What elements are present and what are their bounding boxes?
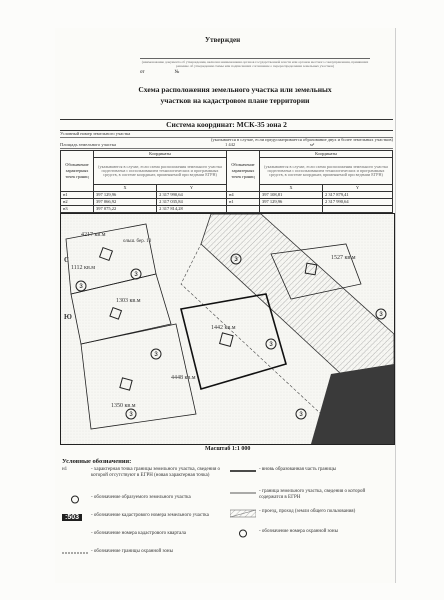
point-y: 2 317 990,64: [323, 199, 393, 206]
legend-item: [230, 529, 390, 538]
title-line2: участков на кадастровом плане территории: [160, 96, 310, 105]
col-note-right: (указываются в случае, если схема расположения земельного участка подготовлена с использованием технологических и программных средств, в системе координат, применяемой при ведении ЕГРН): [259, 158, 392, 185]
quarter-number-symbol: [62, 531, 88, 540]
cond-number-label: Условный номер земельного участка: [60, 131, 131, 136]
existing-boundary-symbol: [230, 489, 256, 498]
svg-text:3: 3: [234, 257, 238, 263]
formed-parcel-symbol: [62, 495, 88, 504]
col-point-right: Обозначение характерных точек границ: [226, 151, 259, 192]
col-x-right: X: [259, 185, 322, 192]
svg-text:1350 кв.м: 1350 кв.м: [111, 403, 136, 409]
map-drawing: [61, 214, 394, 444]
col-note-left: (указываются в случае, если схема расположения земельного участка подготовлена с использованием технологических и программных средств, в системе координат, применяемой при ведении ЕГРН): [94, 158, 227, 185]
legend-text: - проезд, проход (земли общего пользования): [259, 509, 356, 514]
legend-text: - обозначение границы охранной зоны: [91, 549, 173, 554]
legend-item: [230, 489, 390, 501]
svg-text:1112 кв.м: 1112 кв.м: [71, 265, 96, 271]
point-y: 2 317 814,28: [157, 206, 227, 213]
svg-text:3: 3: [379, 312, 383, 318]
point-y: 2 317 879,41: [323, 192, 393, 199]
svg-text:Ю: Ю: [64, 313, 72, 321]
approved-heading: Утвержден: [205, 36, 241, 44]
point-x: [259, 206, 322, 213]
legend-item: [62, 495, 222, 504]
point-y: 2 317 035,84: [157, 199, 227, 206]
cond-note: (указывается в случае, если предусматривается образование двух и более земельных участков): [211, 137, 393, 142]
approval-line: [140, 52, 370, 59]
col-point-left: Обозначение характерных точек границ: [61, 151, 94, 192]
legend-text: - вновь образованная часть границы: [259, 467, 337, 472]
cadastral-number-symbol: :503: [62, 513, 88, 522]
zone-number-symbol: [230, 529, 256, 538]
point-id: [226, 206, 259, 213]
point-y: 2 317 990,64: [157, 192, 227, 199]
point-y: [323, 206, 393, 213]
point-x: 397 066,92: [94, 199, 157, 206]
svg-text:3: 3: [79, 284, 83, 290]
legend-text: - характерная точка границы земельного участка, сведения о которой отсутствуют в ЕГРН (новая характерная точка): [91, 467, 221, 478]
passage-symbol: [230, 509, 256, 518]
col-coords-left: Координаты: [94, 151, 227, 158]
table-row: [61, 206, 393, 213]
svg-text:1527 кв.м: 1527 кв.м: [331, 255, 356, 261]
svg-text:3: 3: [269, 342, 273, 348]
col-x-left: X: [94, 185, 157, 192]
approval-block: [140, 52, 370, 75]
legend-item: [62, 467, 222, 479]
legend-text: - обозначение номера кадастрового квартала: [91, 531, 187, 536]
point-id: н1: [226, 199, 259, 206]
cadastral-map: [60, 213, 395, 445]
coordinates-table: [60, 150, 393, 213]
coord-system: Система координат: МСК-35 зона 2: [60, 119, 393, 131]
svg-text:С: С: [64, 256, 70, 264]
new-boundary-symbol: [230, 467, 256, 476]
svg-text:3: 3: [154, 352, 158, 358]
area-field: [60, 142, 393, 149]
point-id: н1: [61, 192, 94, 199]
title-line1: Схема расположения земельного участка или земельных: [138, 85, 332, 94]
legend-text: - обозначение номера охранной зоны: [259, 529, 338, 534]
legend-text: - граница земельного участка, сведения о которой содержатся в ЕГРН: [259, 489, 366, 500]
map-scale: Масштаб 1:1 000: [205, 446, 251, 452]
svg-text:ольш. бер. 10: ольш. бер. 10: [123, 239, 152, 244]
new-point-symbol: н1: [62, 467, 68, 472]
area-label: Площадь земельного участка: [60, 142, 116, 147]
number-label: №: [174, 70, 180, 75]
col-y-left: Y: [157, 185, 227, 192]
document-title: [80, 84, 390, 106]
col-y-right: Y: [323, 185, 393, 192]
table-row: [61, 199, 393, 206]
svg-text:4448 кв.м: 4448 кв.м: [171, 375, 196, 381]
legend-item: [62, 513, 222, 522]
svg-text:3: 3: [129, 412, 133, 418]
area-value: 1 442: [225, 142, 236, 147]
svg-text:3: 3: [134, 272, 138, 278]
legend-title: Условные обозначения:: [62, 458, 132, 465]
point-x: 397 129,96: [259, 199, 322, 206]
legend-item: [230, 509, 390, 518]
date-label: от: [140, 70, 145, 75]
point-id: н3: [61, 206, 94, 213]
svg-text:1442 кв.м: 1442 кв.м: [211, 325, 236, 331]
legend-item: [62, 549, 222, 558]
point-id: н2: [61, 199, 94, 206]
approval-subtext: (наименование документа об утверждении, включая наименования органов государственной власти или органов местного самоуправления, принявших решение об утверждении схемы или подписавших соглашение о перераспределении земельных участков): [141, 60, 369, 68]
point-x: 397 075,22: [94, 206, 157, 213]
zone-boundary-symbol: [62, 549, 88, 558]
svg-text:1303 кв.м: 1303 кв.м: [116, 298, 141, 304]
area-unit: м²: [310, 142, 315, 147]
svg-text:3: 3: [299, 412, 303, 418]
point-x: 397 108,81: [259, 192, 322, 199]
legend-text: - обозначение образуемого земельного участка: [91, 495, 191, 500]
point-id: н4: [226, 192, 259, 199]
legend: [62, 467, 392, 577]
legend-item: [230, 467, 390, 476]
svg-text:4217 кв.м: 4217 кв.м: [81, 232, 106, 238]
col-coords-right: Координаты: [259, 151, 392, 158]
legend-text: - обозначение кадастрового номера земельного участка: [91, 513, 209, 518]
table-row: [61, 192, 393, 199]
legend-item: [62, 531, 222, 540]
point-x: 397 129,96: [94, 192, 157, 199]
